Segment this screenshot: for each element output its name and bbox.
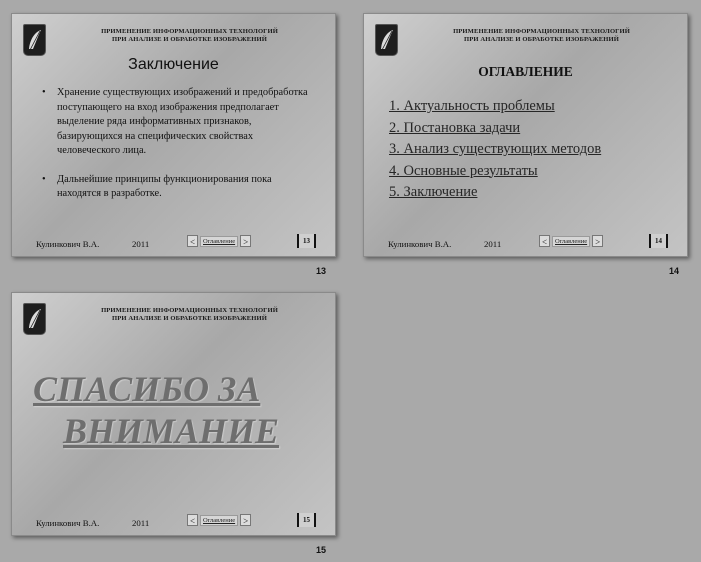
bullet-list [42, 86, 317, 216]
header-line-2: ПРИ АНАЛИЗЕ И ОБРАБОТКЕ ИЗОБРАЖЕНИЙ [464, 36, 619, 43]
thanks-line-1: СПАСИБО ЗА [33, 369, 261, 409]
footer-year: 2011 [484, 239, 502, 249]
thank-you-text [33, 368, 279, 452]
footer-author: Кулинкович В.А. [388, 239, 452, 249]
slide-page-number: 13 [297, 234, 316, 248]
prev-slide-button[interactable]: < [539, 235, 550, 247]
slide-navigation [539, 235, 603, 247]
toc-item-link[interactable]: 5. Заключение [389, 184, 478, 200]
header-line-1: ПРИМЕНЕНИЕ ИНФОРМАЦИОННЫХ ТЕХНОЛОГИЙ [101, 28, 278, 35]
slide-navigation [187, 235, 251, 247]
slide-thumbnail-13[interactable] [11, 13, 336, 257]
slide-title: Заключение [128, 56, 219, 73]
slide-navigation [187, 514, 251, 526]
slide-page-number: 14 [649, 234, 668, 248]
header-line-2: ПРИ АНАЛИЗЕ И ОБРАБОТКЕ ИЗОБРАЖЕНИЙ [112, 36, 267, 43]
prev-slide-button[interactable]: < [187, 514, 198, 526]
slide-thumbnail-14[interactable] [363, 13, 688, 257]
table-of-contents [389, 96, 601, 204]
footer-year: 2011 [132, 239, 150, 249]
slide-title: ОГЛАВЛЕНИЕ [478, 64, 573, 79]
toc-link[interactable]: Оглавление [552, 236, 590, 247]
toc-item-link[interactable]: 4. Основные результаты [389, 162, 538, 179]
next-slide-button[interactable]: > [240, 235, 251, 247]
bullet-dot-icon: • [42, 87, 46, 98]
university-logo-icon [23, 303, 46, 335]
thumbnail-number-label: 15 [316, 545, 327, 555]
bullet-text: Хранение существующих изображений и предобработка поступающего на вход изображения предполагает выделение ряда информативных признаков, базирующихся на специфических свойствах человеческого лица. [57, 87, 308, 156]
slide-page-number: 15 [297, 513, 316, 527]
thumbnail-number-label: 13 [316, 266, 327, 276]
slide-header [52, 307, 327, 323]
toc-link[interactable]: Оглавление [200, 236, 238, 247]
header-line-2: ПРИ АНАЛИЗЕ И ОБРАБОТКЕ ИЗОБРАЖЕНИЙ [112, 315, 267, 322]
bullet-text: Дальнейшие принципы функционирования пока находятся в разработке. [57, 173, 272, 199]
toc-link[interactable]: Оглавление [200, 515, 238, 526]
footer-author: Кулинкович В.А. [36, 518, 100, 528]
thanks-line-2: ВНИМАНИЕ [63, 411, 280, 451]
toc-item-link[interactable]: 1. Актуальность проблемы [389, 98, 555, 114]
slide-header [404, 28, 679, 44]
header-line-1: ПРИМЕНЕНИЕ ИНФОРМАЦИОННЫХ ТЕХНОЛОГИЙ [453, 28, 630, 35]
university-logo-icon [23, 24, 46, 56]
footer-year: 2011 [132, 518, 150, 528]
header-line-1: ПРИМЕНЕНИЕ ИНФОРМАЦИОННЫХ ТЕХНОЛОГИЙ [101, 307, 278, 314]
bullet-item [42, 86, 317, 159]
next-slide-button[interactable]: > [240, 514, 251, 526]
bullet-dot-icon: • [42, 173, 46, 185]
slide-header [52, 28, 327, 44]
university-logo-icon [375, 24, 398, 56]
slide-thumbnail-15[interactable] [11, 292, 336, 536]
thumbnail-number-label: 14 [669, 266, 680, 276]
toc-item-link[interactable]: 3. Анализ существующих методов [389, 141, 602, 157]
bullet-item [42, 173, 317, 202]
toc-item-link[interactable]: 2. Постановка задачи [389, 119, 521, 136]
footer-author: Кулинкович В.А. [36, 239, 100, 249]
next-slide-button[interactable]: > [592, 235, 603, 247]
prev-slide-button[interactable]: < [187, 235, 198, 247]
